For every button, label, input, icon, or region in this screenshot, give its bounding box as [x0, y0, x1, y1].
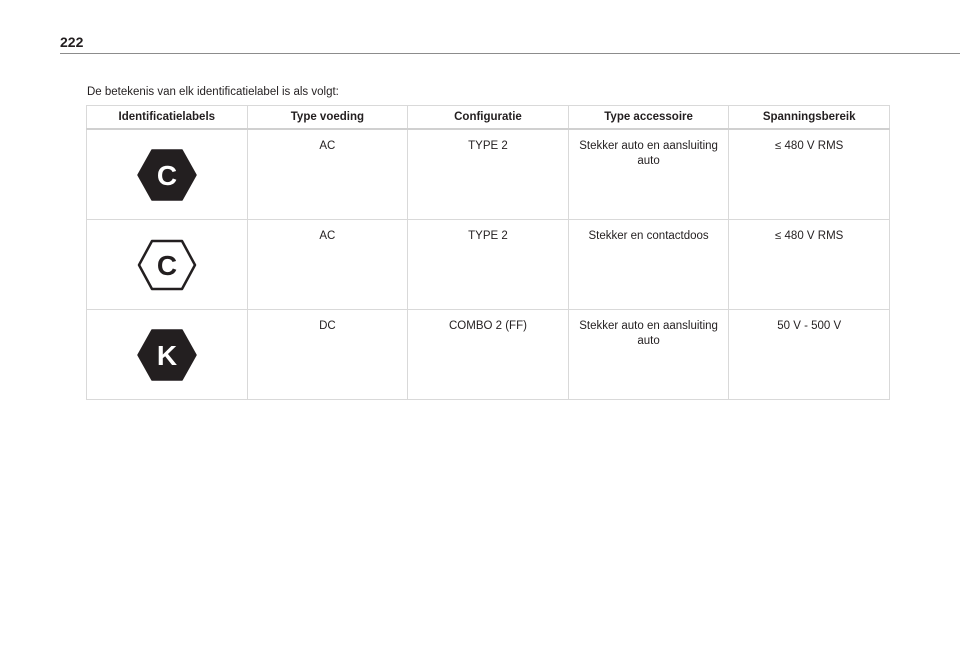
header-power-type: Type voeding	[247, 106, 408, 130]
accessory-type-cell: Stekker auto en aansluiting auto	[568, 310, 729, 400]
label-letter: C	[156, 249, 177, 281]
label-cell	[87, 129, 248, 220]
header-configuration: Configuratie	[408, 106, 569, 130]
table-row	[87, 220, 890, 310]
power-type-cell: AC	[247, 129, 408, 220]
intro-text: De betekenis van elk identificatielabel is als volgt:	[87, 86, 339, 98]
header-voltage-range: Spanningsbereik	[729, 106, 890, 130]
label-letter: C	[156, 159, 177, 191]
configuration-cell: COMBO 2 (FF)	[408, 310, 569, 400]
table-header-row	[87, 106, 890, 130]
header-identification-labels: Identificatielabels	[87, 106, 248, 130]
power-type-cell: AC	[247, 220, 408, 310]
header-accessory-type: Type accessoire	[568, 106, 729, 130]
voltage-range-cell: ≤ 480 V RMS	[729, 129, 890, 220]
hexagon-c-filled-icon	[137, 149, 197, 201]
identification-label-table	[86, 105, 890, 400]
page-number: 222	[60, 34, 84, 50]
header-rule	[60, 53, 960, 54]
accessory-type-cell: Stekker en contactdoos	[568, 220, 729, 310]
accessory-type-cell: Stekker auto en aansluiting auto	[568, 129, 729, 220]
table-row	[87, 310, 890, 400]
label-cell	[87, 220, 248, 310]
label-letter: K	[156, 339, 177, 371]
voltage-range-cell: ≤ 480 V RMS	[729, 220, 890, 310]
configuration-cell: TYPE 2	[408, 220, 569, 310]
configuration-cell: TYPE 2	[408, 129, 569, 220]
voltage-range-cell: 50 V - 500 V	[729, 310, 890, 400]
hexagon-c-outline-icon	[137, 239, 197, 291]
label-cell	[87, 310, 248, 400]
table-row	[87, 129, 890, 220]
power-type-cell: DC	[247, 310, 408, 400]
hexagon-k-filled-icon	[137, 329, 197, 381]
